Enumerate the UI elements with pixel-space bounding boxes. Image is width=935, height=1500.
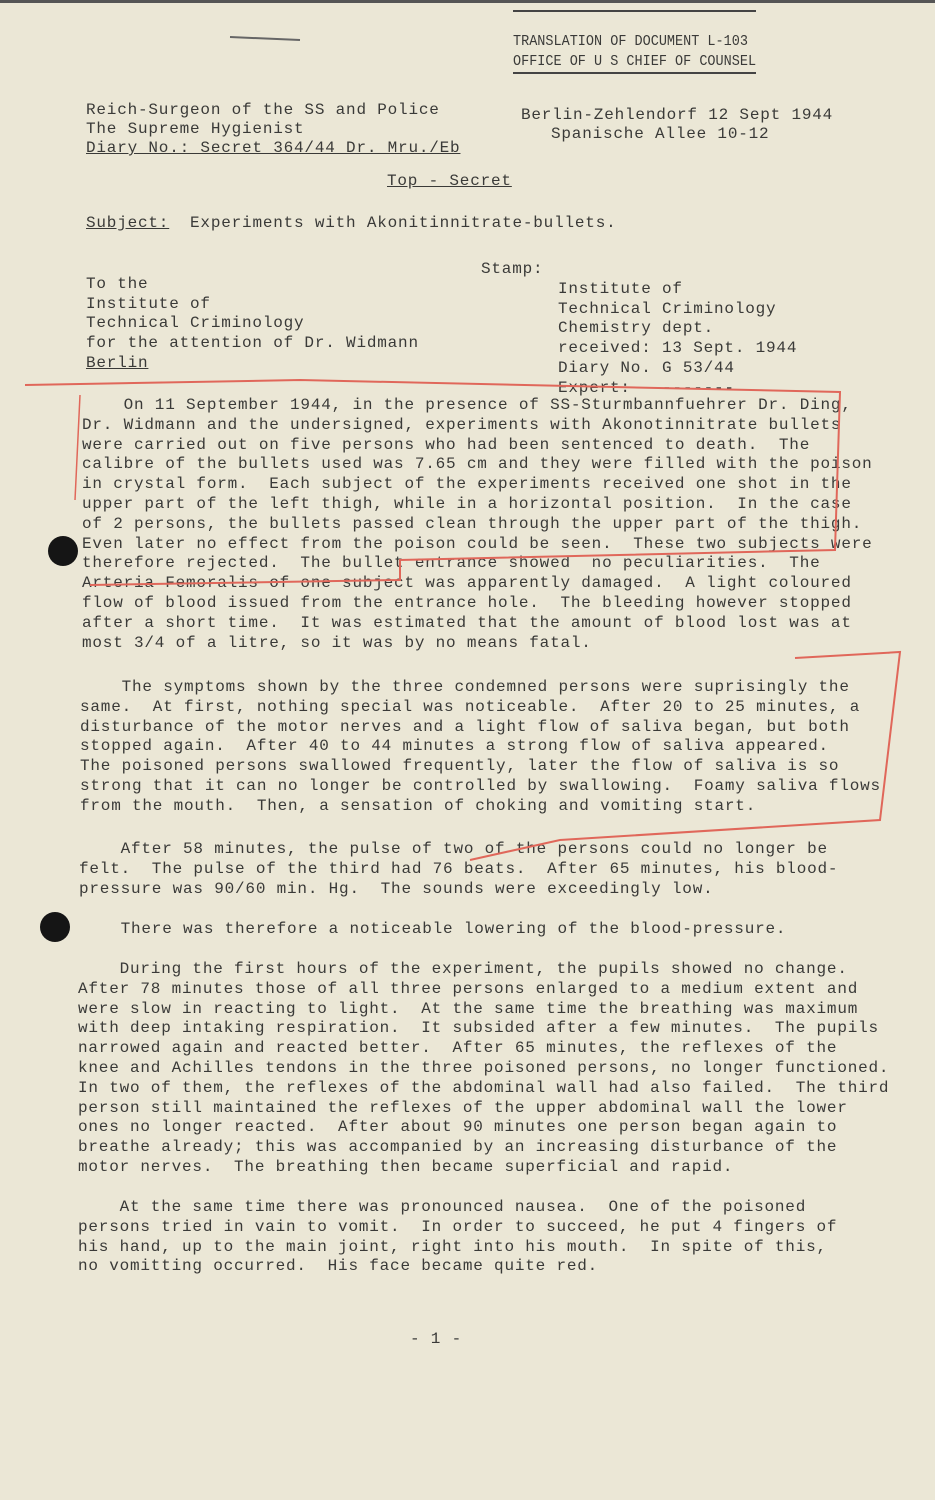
page-number: - 1 - (410, 1330, 463, 1348)
text-line: At the same time there was pronounced nausea. One of the poisoned (78, 1198, 807, 1216)
text-line: from the mouth. Then, a sensation of choking and vomiting start. (80, 796, 757, 815)
subject-label: Subject: (86, 214, 170, 232)
sender-line: The Supreme Hygienist (86, 120, 305, 138)
text-line: ones no longer reacted. After about 90 minutes one person began again to (78, 1118, 838, 1137)
text-line: person still maintained the reflexes of the upper abdominal wall the lower (78, 1098, 848, 1117)
text-line: flow of blood issued from the entrance hole. The bleeding however stopped (82, 593, 852, 612)
text-line: were carried out on five persons who had been sentenced to death. The (82, 435, 811, 454)
text-line: most 3/4 of a litre, so it was by no means fatal. (82, 633, 592, 652)
text-line: pressure was 90/60 min. Hg. The sounds were exceedingly low. (79, 879, 714, 898)
text-line: with deep intaking respiration. It subsided after a few minutes. The pupils (78, 1019, 879, 1038)
text-line: breathe already; this was accompanied by an increasing disturbance of the (78, 1138, 838, 1157)
text-line: stopped again. After 40 to 44 minutes a strong flow of saliva appeared. (80, 737, 829, 756)
text-line: There was therefore a noticeable lowering of the blood-pressure. (79, 920, 787, 938)
text-line: After 78 minutes those of all three persons enlarged to a medium extent and (78, 979, 859, 998)
text-line: of 2 persons, the bullets passed clean through the upper part of the thigh. (82, 514, 863, 533)
address-line: Spanische Allee 10-12 (551, 125, 770, 143)
text-line: same. At first, nothing special was noticeable. After 20 to 25 minutes, a (80, 697, 861, 716)
subject-text: Experiments with Akonitinnitrate-bullets. (190, 214, 617, 232)
text-line: knee and Achilles tendons in the three poisoned persons, no longer functioned. (78, 1058, 890, 1077)
recipient-line: Berlin (86, 353, 149, 372)
diary-number: Diary No.: Secret 364/44 Dr. Mru./Eb (86, 139, 461, 157)
text-line: In two of them, the reflexes of the abdominal wall had also failed. The third (78, 1078, 890, 1097)
text-line: During the first hours of the experiment, the pupils showed no change. (78, 960, 848, 978)
header-line-2: OFFICE OF U S CHIEF OF COUNSEL (513, 53, 757, 70)
stamp-line: received: 13 Sept. 1944 (558, 339, 798, 358)
text-line: no vomitting occurred. His face became quite red. (78, 1257, 599, 1276)
text-line: On 11 September 1944, in the presence of SS-Sturmbannfuehrer Dr. Ding, (82, 396, 852, 414)
header-line-1: TRANSLATION OF DOCUMENT L-103 (513, 33, 748, 50)
classification: Top - Secret (387, 172, 512, 190)
text-line: felt. The pulse of the third had 76 beats. After 65 minutes, his blood- (79, 859, 839, 878)
text-line: calibre of the bullets used was 7.65 cm and they were filled with the poison (82, 455, 873, 474)
stamp-line: Chemistry dept. (558, 319, 715, 338)
text-line: his hand, up to the main joint, right into his mouth. In spite of this, (78, 1237, 827, 1256)
text-line: motor nerves. The breathing then became superficial and rapid. (78, 1157, 734, 1176)
recipient-line: Technical Criminology (86, 314, 305, 333)
text-line: Even later no effect from the poison could be seen. These two subjects were (82, 534, 873, 553)
text-line: upper part of the left thigh, while in a horizontal position. In the case (82, 494, 852, 513)
text-line: were slow in reacting to light. At the same time the breathing was maximum (78, 999, 859, 1018)
sender-line: Reich-Surgeon of the SS and Police (86, 101, 440, 119)
text-line: After 58 minutes, the pulse of two of the persons could no longer be (79, 840, 828, 858)
text-line: therefore rejected. The bullet entrance showed no peculiarities. The (82, 554, 821, 573)
stamp-line: Expert: -------- (558, 378, 735, 397)
text-line: strong that it can no longer be controlled by swallowing. Foamy saliva flows (80, 776, 881, 795)
text-line: narrowed again and reacted better. After 65 minutes, the reflexes of the (78, 1039, 838, 1058)
stamp-line: Technical Criminology (558, 299, 777, 318)
text-line: The poisoned persons swallowed frequently, later the flow of saliva is so (80, 757, 840, 776)
date-line: Berlin-Zehlendorf 12 Sept 1944 (521, 106, 834, 124)
recipient-line: for the attention of Dr. Widmann (86, 334, 419, 353)
text-line: after a short time. It was estimated that the amount of blood lost was at (82, 613, 852, 632)
stamp-line: Institute of (558, 279, 683, 298)
stamp-label: Stamp: (481, 260, 544, 278)
text-line: Dr. Widmann and the undersigned, experiments with Akonotinnitrate bullets (82, 415, 842, 434)
text-line: persons tried in vain to vomit. In order to succeed, he put 4 fingers of (78, 1217, 838, 1236)
text-line: disturbance of the motor nerves and a light flow of saliva began, but both (80, 717, 850, 736)
text-line: in crystal form. Each subject of the experiments received one shot in the (82, 475, 852, 494)
recipient-line: To the (86, 274, 149, 293)
recipient-line: Institute of (86, 294, 211, 313)
stamp-line: Diary No. G 53/44 (558, 358, 735, 377)
text-line: Arteria Femoralis of one subject was apparently damaged. A light coloured (82, 574, 852, 593)
text-line: The symptoms shown by the three condemned persons were suprisingly the (80, 678, 850, 696)
